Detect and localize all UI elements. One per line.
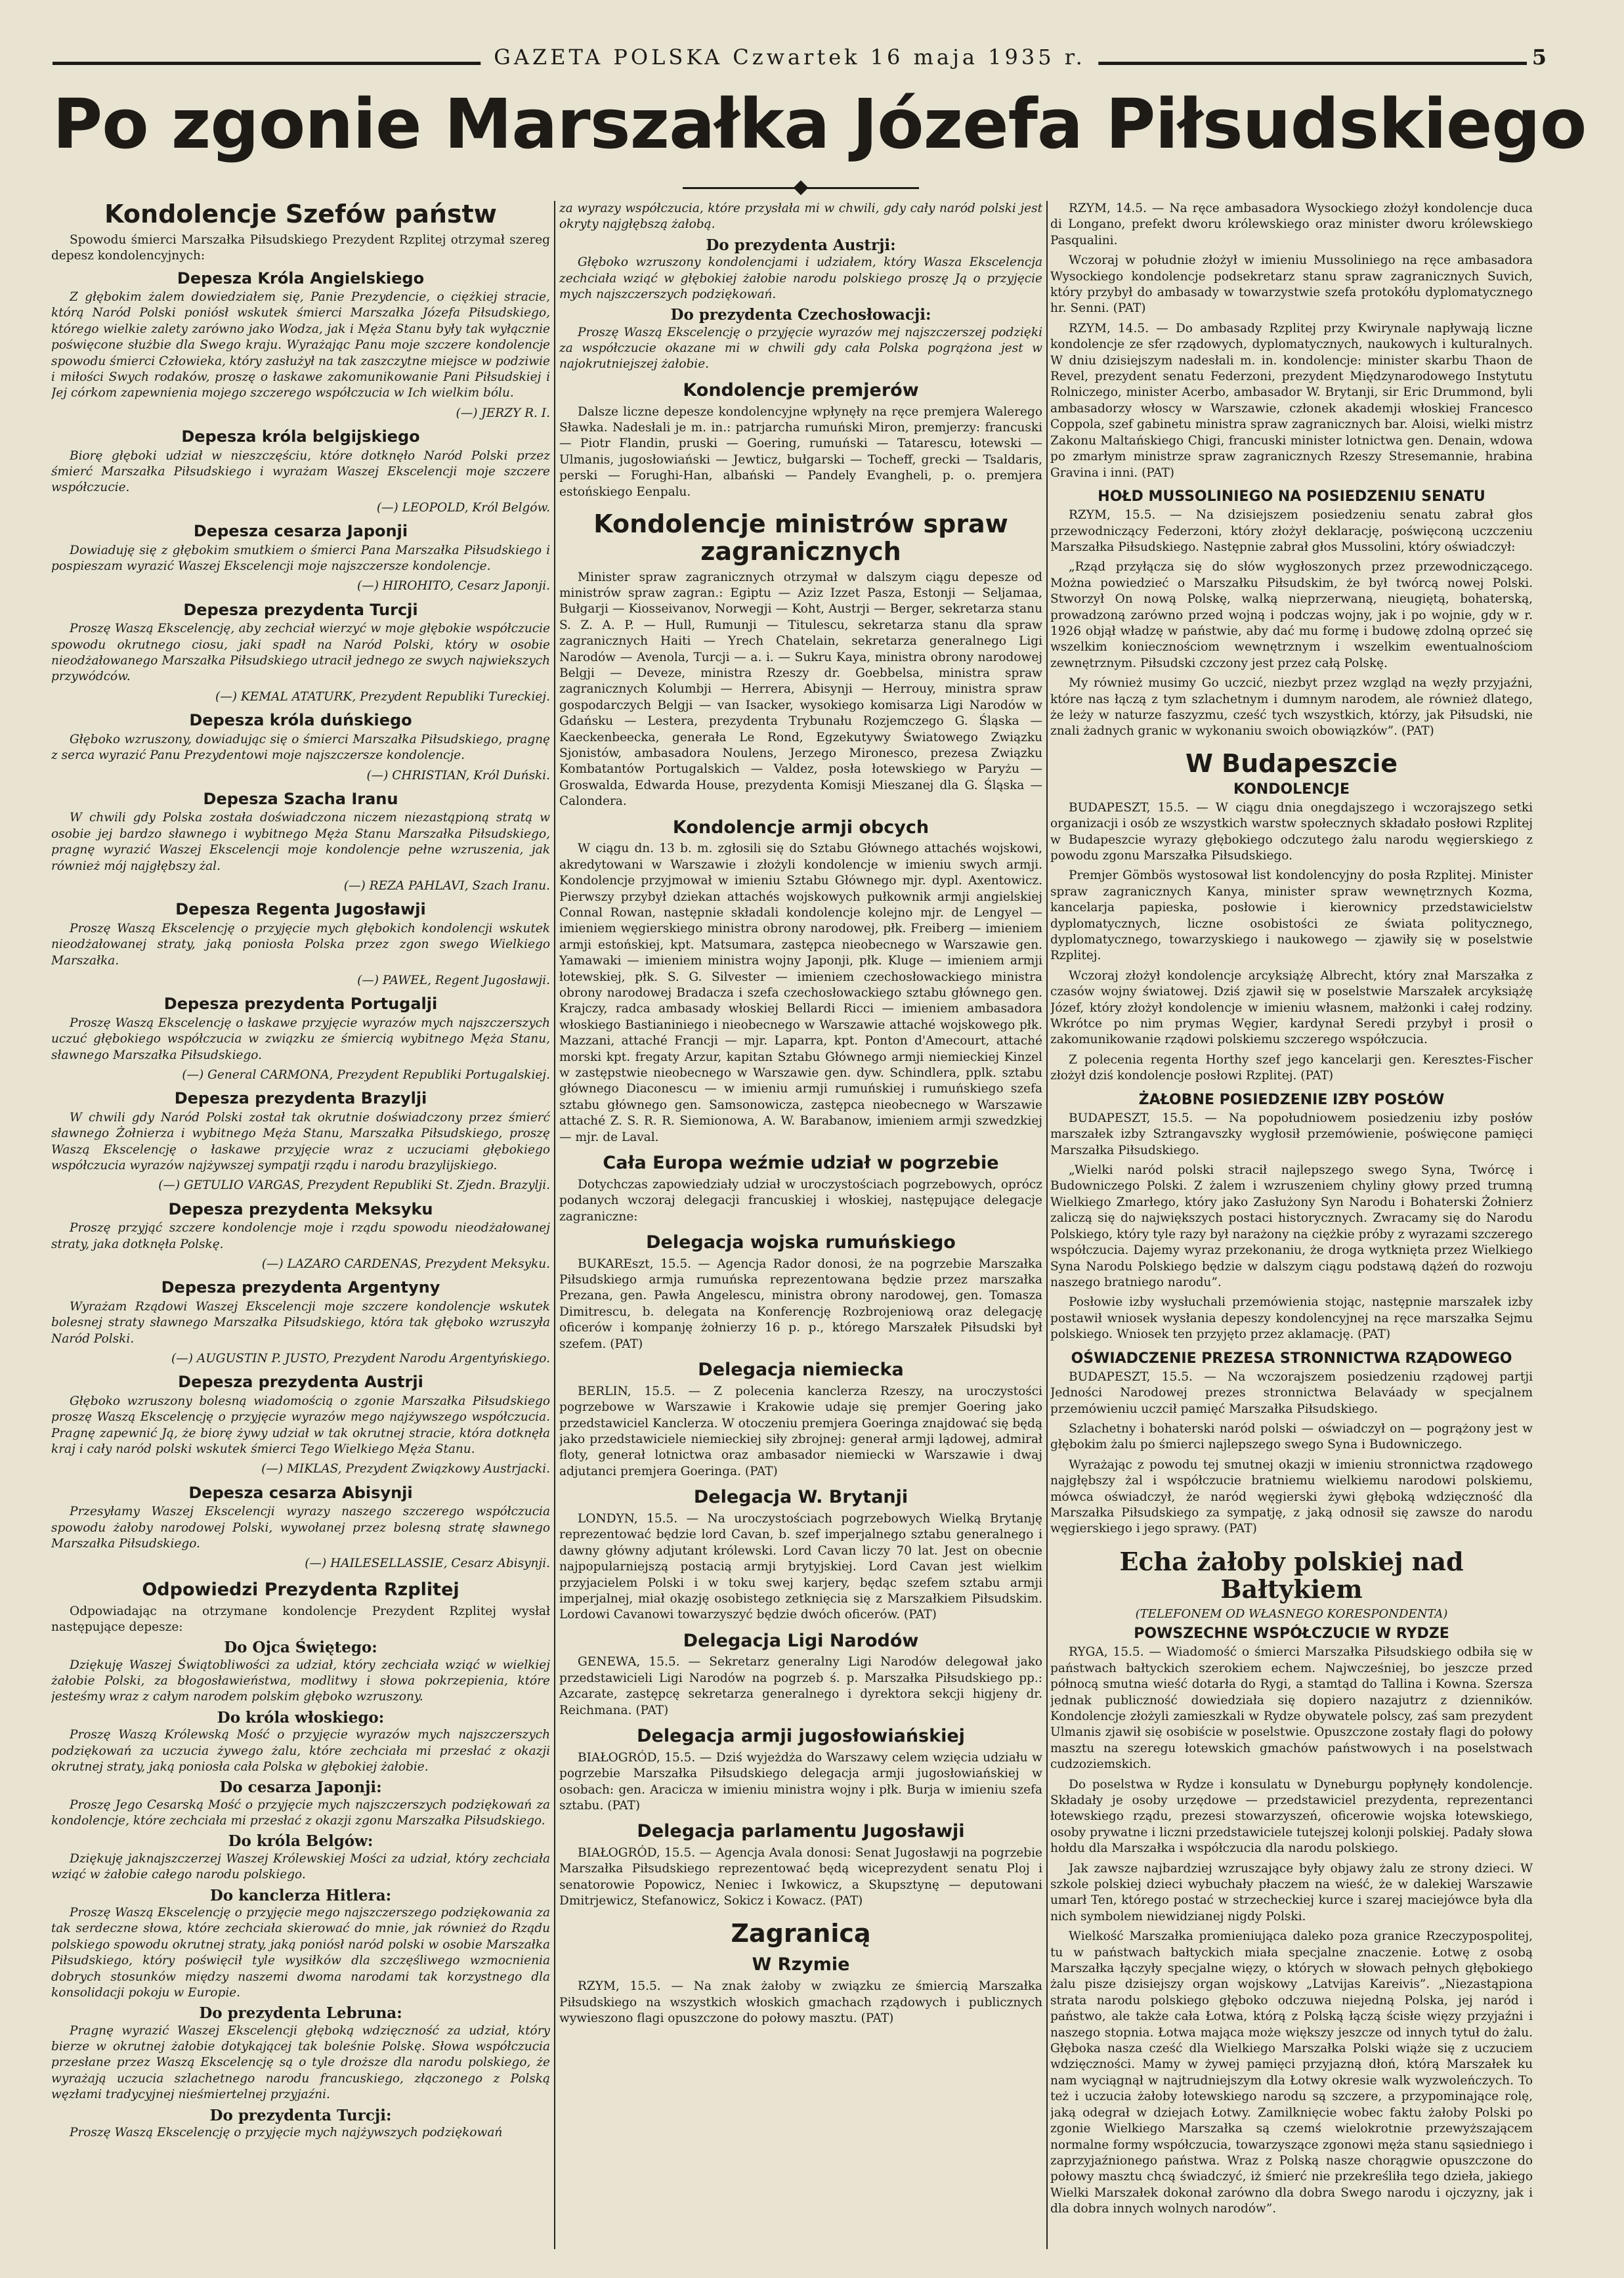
rome-paragraph-3: RZYM, 14.5. — Do ambasady Rzplitej przy Kwirynale napływają liczne kondolencje ze sfer rządowych, dyplomatycznych, naukowych i kulturalnych. W dniu dzisiejszym nadesłali m. in. kondolencje: minister skarbu Thaon de Revel, prezydent senatu Federzoni, prezydent Międzynarodowego Instytutu Rolniczego, minister Acerbo, ambasador W. Brytanji, sir Eric Drummond, byli ambasadorzy włoscy w Warszawie, członek akademji włoskiej Francesco Coppola, szef gabinetu ministra spraw zagranicznych bar. Aloisi, wielki mistrz Zakonu Maltańskiego Chigi, francuski minister lotnictwa gen. Denain, wdowa po zmarłym ministrze spraw zagranicznych Rzeszy Stresemannie, hrabina Gravina i inni. (PAT): [1050, 321, 1533, 480]
budapest-paragraph-4: Z polecenia regenta Horthy szef jego kancelarji gen. Keresztes-Fischer złożył dziś kondolencje posłowi Rzplitej. (PAT): [1050, 1052, 1533, 1083]
reply-heading: Do Ojca Świętego:: [224, 1639, 377, 1657]
rome-paragraph-2: Wczoraj w południe złożył w imieniu Mussoliniego na ręce ambasadora Wysockiego kondolencje podsekretarz stanu spraw zagranicznych Suvich, który przybył do ambasady w towarzystwie szefa protokółu dyplomatycznego hr. Senni. (PAT): [1050, 253, 1533, 316]
delegation-text: BIAŁOGRÓD, 15.5. — Dziś wyjeżdża do Warszawy celem wzięcia udziału w pogrzebie Marszałka Piłsudskiego delegacja armji jugosłowiańskiej w osobach: gen. Aracicza w imieniu ministra wojny i płk. Burja w imieniu szefa sztabu. (PAT): [559, 1750, 1042, 1813]
reply-text: Dziękuję jaknajszczerzej Waszej Królewskiej Mości za udział, który zechciała wziąć w żałobie całego narodu polskiego.: [51, 1851, 550, 1882]
telegram-text: Głęboko wzruszony, dowiadując się o śmierci Marszałka Piłsudskiego, pragnę z serca wyrazić Panu Prezydentowi moje najszczersze kondolencje.: [51, 732, 550, 763]
telegram-signature: (—) HAILESELLASSIE, Cesarz Abisynji.: [305, 1557, 550, 1571]
telegram-heading: Depesza króla duńskiego: [189, 711, 412, 730]
government-paragraph-3: Wyrażając z powodu tej smutnej okazji w imieniu stronnictwa rządowego najgłębszy żal i współczucie bratniemu wielkiemu narodowi polskiemu, mówca oświadczył, że naród węgierski żywi głęboką wdzięczność dla Marszałka Piłsudskiego za sympatję, z jaką odnosił się zawsze do narodu węgierskiego i jego sprawy. (PAT): [1050, 1457, 1533, 1536]
delegation-text: LONDYN, 15.5. — Na uroczystościach pogrzebowych Wielką Brytanję reprezentować będzie lord Cavan, b. szef imperjalnego sztabu generalnego i dawny główny adjutant królewski. Lord Cavan liczy 70 lat. Jest on obecnie najpopularniejszą postacią armji brytyjskiej. Lord Cavan jest wielkim przyjacielem Polski i w toku swej karjery, będąc szefem sztabu armji imperjalnej, miał okazję osobistego zetknięcia się z Marszałkiem Piłsudskim. Lordowi Cavanowi towarzyszyć będzie dwóch oficerów. (PAT): [559, 1511, 1042, 1622]
reply-heading-czechoslovakia: Do prezydenta Czechosłowacji:: [670, 306, 931, 324]
reply-text: Proszę Waszą Królewską Mość o przyjęcie wyrazów mych najszczerszych podziękowań za uczucia żywego żalu, które zechciała mi przesłać z okazji okrutnej straty, jaką poniosła cała Polska w głębokiej żałobie.: [51, 1728, 550, 1774]
telegram-signature: (—) General CARMONA, Prezydent Republiki Portugalskiej.: [182, 1067, 550, 1082]
riga-paragraph-1: RYGA, 15.5. — Wiadomość o śmierci Marszałka Piłsudskiego odbiła się w państwach bałtyckich szerokiem echem. Najwcześniej, bo jeszcze przed północą smutna wieść dotarła do Rygi, a stamtąd do Tallina i Kowna. Szersza jednak publiczność dowiedziała się dopiero nazajutrz z dzienników. Kondolencje złożyli zamieszkali w Rydze obywatele polscy, zaś sam prezydent Ulmanis zjawił się osobiście w poselstwie. Opuszczone zostały flagi do połowy masztu na szeregu łotewskich gmachów państwowych i na poselstwach cudzoziemskich.: [1050, 1645, 1533, 1772]
column-2: [559, 201, 1042, 2249]
delegation-text: BERLIN, 15.5. — Z polecenia kanclerza Rzeszy, na uroczystości pogrzebowe w Warszawie i Krakowie udaje się premjer Goering jako przedstawiciel Kanclerza. W otoczeniu premjera Goeringa znajdować się będą jako przedstawiciele niemieckiej siły zbrojnej: generał armji lądowej, admirał floty, generał lotnictwa oraz ambasador niemiecki w Warszawie i dwaj adjutanci premjera Goeringa. (PAT): [559, 1384, 1042, 1478]
telegram-signature: (—) AUGUSTIN P. JUSTO, Prezydent Narodu Argentyńskiego.: [171, 1352, 550, 1365]
section-intro: Spowodu śmierci Marszałka Piłsudskiego Prezydent Rzplitej otrzymał szereg depesz kondolencyjnych:: [51, 232, 550, 263]
riga-paragraph-3: Jak zawsze najbardziej wzruszające były objawy żalu ze strony dzieci. W szkole polskiej dzieci wybuchały płaczem na wieść, że w dalekiej Warszawie umarł Ten, którego postać w strzecheckiej kurce i szarej maciejówce była dla nich symbolem niewidzianej nigdy Polski.: [1050, 1861, 1533, 1923]
ornament-diamond: [794, 181, 809, 196]
riga-paragraph-4: Wielkość Marszałka promieniująca daleko poza granice Rzeczypospolitej, tu w państwach bałtyckich miała specjalne znaczenie. Łotwę z osobą Marszałka łączyły specjalne więzy, o których w słowach pełnych głębokiego żalu pisze dzisiejszy organ wojskowy „Latvijas Kareivis”. „Niezastąpiona strata narodu polskiego głęboko odczuwa niejedną Polska, jej naród i państwo, ale także cała Łotwa, którą z Polską łączą ścisłe więzy przyjaźni i naszego stopnia. Łotwa mająca może większy jeszcze od innych tytuł do żalu. Głęboka nasza cześć dla Wielkiego Marszałka Polski wiąże się z uczuciem wdzięczności. Mamy w żywej pamięci przyjazną dłoń, którą Marszałek ku nam wyciągnął w najtrudniejszym dla Łotwy okresie walk wyzwoleńczych. To też i uczucia żałoby łotewskiego narodu są szczere, a przypominające rolę, jaką odegrał w dziejach Łotwy. Zamilknięcie wobec faktu żałoby Polski po zgonie Wielkiego Marszałka są czemś wielokrotnie przewyższającem normalne formy współczucia, towarzyszące zgonowi męża stanu sąsiedniego i zaprzyjaźnionego państwa. Wraz z Polską nasze chorągwie opuszczone do połowy masztu chcą świadczyć, iż śmierć nie przekreśliła tego dzieła, jakiego Wielki Marszałek dokonał zarówno dla dobra Swego narodu i ojczyzny, jak i dla dobra innych wolnych narodów”.: [1050, 1929, 1533, 2216]
telegram-heading: Depesza cesarza Japonji: [193, 522, 408, 541]
reply-text-czechoslovakia: Proszę Waszą Ekscelencję o przyjęcie wyrazów mej najszczerszej podzięki za współczucie okazane mi w chwili gdy cała Polska pogrążona jest w najokrutniejszej żałobie.: [559, 325, 1042, 372]
telegram-signature: (—) LAZARO CARDENAS, Prezydent Meksyku.: [261, 1257, 550, 1271]
section-title-baltic: Echa żałoby polskiej nad Bałtykiem: [1119, 1546, 1464, 1604]
section-title-foreign-armies: Kondolencje armji obcych: [672, 817, 930, 838]
government-paragraph-1: BUDAPESZT, 15.5. — Na wczorajszem posiedzeniu rządowej partji Jedności Narodowej prezes stronnictwa Belaváady w specjalnem przemówieniu uczcił pamięć Marszałka Piłsudskiego.: [1050, 1369, 1533, 1416]
reply-text: Proszę Waszą Ekscelencję o przyjęcie mego najszczerszego podziękowania za tak serdeczne słowa, które zechciała skierować do mnie, jak również do Rządu polskiego spowodu okrutnej straty, jaką poniósł naród polski w osobie Marszałka Piłsudskiego, który poświęcił tyle wysiłków dla szczęśliwego wzmocnienia dobrych stosunków między naszemi dwoma narodami tak korzystnego dla konsolidacji pokoju w Europie.: [51, 1905, 550, 2000]
telegram-signature: (—) MIKLAS, Prezydent Związkowy Austrjacki.: [261, 1462, 550, 1476]
delegation-heading: Delegacja W. Brytanji: [693, 1487, 908, 1508]
telegram-text: Proszę Waszą Ekscelencję o łaskawe przyjęcie wyrazów mych najszczerszych uczuć głębokiego współczucia w związku ze śmiercią wybitnego Męża Stanu, sławnego Marszałka Piłsudskiego.: [51, 1016, 550, 1062]
section-title-rome: W Rzymie: [752, 1954, 850, 1975]
reply-list: [51, 1639, 550, 2141]
section-title-mourning-session: ŻAŁOBNE POSIEDZENIE IZBY POSŁÓW: [1138, 1091, 1445, 1108]
telegram-signature: (—) LEOPOLD, Król Belgów.: [376, 500, 550, 515]
section-title-heads-of-state: Kondolencje Szefów państw: [104, 201, 497, 228]
reply-text: Dziękuję Waszej Świątobliwości za udział, który zechciała wziąć w wielkiej żałobie Polski, za błogosławieństwa, modlitwy i słowa pokrzepienia, które jesteśmy wraz z całym narodem polskim głęboko wzruszony.: [51, 1658, 550, 1704]
telegram-text: Biorę głęboki udział w nieszczęściu, które dotknęło Naród Polski przez śmierć Marszałka Piłsudskiego i wyrażam Waszej Ekscelencji moje szczere współczucie.: [51, 448, 550, 495]
telegram-text: Proszę Waszą Ekscelencję o przyjęcie mych głębokich kondolencji wskutek nieodżałowanej straty, jaką poniosła Polska przez zgon swego Wielkiego Marszałka.: [51, 921, 550, 968]
reply-heading: Do kanclerza Hitlera:: [209, 1886, 392, 1904]
telegram-heading: Depesza prezydenta Meksyku: [168, 1199, 433, 1218]
rome-text: RZYM, 15.5. — Na znak żałoby w związku ze śmiercią Marszałka Piłsudskiego na wszystkich włoskich gmachach rządowych i publicznych wywieszono flagi opuszczone do połowy masztu. (PAT): [559, 1979, 1042, 2025]
section-title-ministers: Kondolencje ministrów spraw zagranicznych: [593, 509, 1008, 566]
masthead: [53, 43, 1547, 80]
section-title-government-party: OŚWIADCZENIE PREZESA STRONNICTWA RZĄDOWEGO: [1071, 1350, 1512, 1367]
page-headline: Po zgonie Marszałka Józefa Piłsudskiego: [53, 84, 1587, 164]
europe-funeral-text: Dotychczas zapowiedziały udział w uroczystościach pogrzebowych, oprócz podanych wczoraj delegacji francuskiej i włoskiej, następujące delegacje zagraniczne:: [559, 1177, 1042, 1224]
telegram-signature: (—) REZA PAHLAVI, Szach Iranu.: [343, 878, 550, 893]
replies-intro: Odpowiadając na otrzymane kondolencje Prezydent Rzplitej wysłał następujące depesze:: [51, 1604, 550, 1634]
section-title-europe-funeral: Cała Europa weźmie udział w pogrzebie: [603, 1153, 999, 1174]
delegation-heading: Delegacja parlamentu Jugosławji: [637, 1821, 965, 1842]
telegram-text: W chwili gdy Naród Polski został tak okrutnie doświadczony przez śmierć sławnego Żołnierza i wybitnego Męża Stanu, Marszałka Piłsudskiego, proszę Waszą Ekscelencję o łaskawe przyjęcie wraz z uczuciami głębokiego współczucia wyrazów najżywszej sympatji rządu i narodu brazylijskiego.: [51, 1110, 550, 1172]
delegation-text: BUKAREszt, 15.5. — Agencja Rador donosi, że na pogrzebie Marszałka Piłsudskiego armja rumuńska reprezentowana będzie przez marszałka Prezana, gen. Pawła Angelescu, ministra obrony narodowej, gen. Tomasza Dimitrescu, b. delegata na Konferencję Rozbrojeniową oraz delegację oficerów i kompanję żołnierzy 16 p. p., którego Marszałek Piłsudski był szefem. (PAT): [559, 1257, 1042, 1351]
government-paragraph-2: Szlachetny i bohaterski naród polski — oświadczył on — pogrążony jest w głębokim żalu po śmierci najlepszego swego Syna i Budowniczego.: [1050, 1421, 1533, 1452]
masthead-text: GAZETA POLSKA Czwartek 16 maja 1935 r.: [481, 45, 1098, 70]
reply-heading: Do cesarza Japonji:: [219, 1778, 382, 1797]
telegram-text: Wyrażam Rządowi Waszej Ekscelencji moje szczere kondolencje wskutek bolesnej straty sławnego Marszałka Piłsudskiego, która tak głęboko wzruszyła Naród Polski.: [51, 1299, 550, 1346]
telegram-heading: Depesza Szacha Iranu: [203, 789, 398, 808]
reply-heading: Do króla Belgów:: [228, 1832, 374, 1851]
telegram-text: Głęboko wzruszony bolesną wiadomością o zgonie Marszałka Piłsudskiego proszę Waszą Ekscelencję o przyjęcie wyrazów mego najżywszego współczucia. Pragnę zapewnić Ją, że biorę żywy udział w tak okrutnej stracie, która dotknęła kraj i cały naród polski wskutek śmierci Tego Wielkiego Męża Stanu.: [51, 1394, 550, 1457]
telegram-heading: Depesza prezydenta Brazylji: [174, 1089, 427, 1108]
reply-text: Proszę Jego Cesarską Mość o przyjęcie mych najszczerszych podziękowań za kondolencje, które zechciała mi przesłać z okazji zgonu Marszałka Piłsudskiego.: [51, 1797, 550, 1828]
budapest-paragraph-1: BUDAPESZT, 15.5. — W ciągu dnia onegdajszego i wczorajszego setki organizacji i osób ze wszystkich warstw społecznych składało posłowi Rzplitej w Budapeszcie wyrazy głębokiego odczutego żalu narodu węgierskiego z powodu zgonu Marszałka Piłsudskiego.: [1050, 800, 1533, 863]
continued-text: za wyrazy współczucia, które przysłała mi w chwili, gdy cały naród polski jest okryty najgłębszą żałobą.: [559, 202, 1042, 232]
premiers-text: Dalsze liczne depesze kondolencyjne wpłynęły na ręce premjera Walerego Sławka. Nadesłali je m. in.: patrjarcha rumuński Miron, premjerzy: francuski — Piotr Flandin, pruski — Goering, rumuński — Tatarescu, łotewski — Ulmanis, jugosłowiański — Jewticz, bułgarski — Tocheff, grecki — Tsaldaris, perski — Forughi-Han, albański — Pandely Evangheli, p. o. premjera estońskiego Eenpalu.: [559, 404, 1042, 499]
mourning-paragraph-2: „Wielki naród polski stracił najlepszego swego Syna, Twórcę i Budowniczego Polski. Z żalem i wzruszeniem chyliny głowy przed trumną Wielkiego Zmarłego, który jako Zasłużony Syn Narodu i Bohaterski Żołnierz zaliczą się do największych postaci historycznych. Zwracamy się do Narodu Polskiego, który tyle razy był narażony na ciężkie próby z wyrazami szczerego współczucia. Dajemy wyraz przekonaniu, że droga wytknięta przez Wielkiego Syna Narodu Polskiego będzie w dalszym ciągu podstawą dążeń do rozwoju naszego bratniego narodu”.: [1050, 1163, 1533, 1289]
delegation-heading: Delegacja wojska rumuńskiego: [646, 1232, 956, 1253]
telegram-text: Proszę przyjąć szczere kondolencje moje i rządu spowodu nieodżałowanej straty, jaka dotknęła Polskę.: [51, 1221, 550, 1251]
telegram-signature: (—) CHRISTIAN, Król Duński.: [366, 768, 550, 783]
telegram-heading: Depesza prezydenta Turcji: [183, 600, 418, 619]
telegram-signature: (—) JERZY R. I.: [456, 406, 550, 420]
reply-heading: Do króla włoskiego:: [217, 1708, 385, 1727]
telegram-signature: (—) HIROHITO, Cesarz Japonji.: [357, 579, 550, 593]
telegram-text: Przesyłamy Waszej Ekscelencji wyrazy naszego szczerego współczucia spowodu żałoby narodowej Polski, wywołanej przez bolesną stratę sławnego Marszałka Piłsudskiego.: [51, 1505, 550, 1551]
ministers-text: Minister spraw zagranicznych otrzymał w dalszym ciągu depesze od ministrów spraw zagran.: Egiptu — Aziz Izzet Pasza, Estonji — Seljamaa, Bułgarji — Kiosseivanov, Norwegji — Koht, Austrji — Berger, sekretarza stanu S. Z. A. P. — Hull, Rumunji — Titulescu, sekretarza stanu dla spraw zagranicznych Haiti — Yrech Chatelain, sekretarza generalnego Ligi Narodów — Avenola, Turcji — a. i. — Sukru Kaya, ministra obrony narodowej Belgji — Deveze, ministra Rzeszy dr. Goebbelsa, ministra spraw zagranicznych Kolumbji — Herrera, Abisynji — Herrouy, ministra spraw gospodarczych Belgji — van Isacker, wysokiego komisarza Ligi Narodów w Gdańsku — Lestera, prezydenta Trybunału Rozjemczego G. Śląska — Kaeckenbeecka, generała Le Rond, Egzekutywy Światowego Związku Sjonistów, ambasadora Noulens, Jerzego Mironesco, prezesa Związku Kombatantów Portugalskich — Valdez, posła łotewskiego w Paryżu — Groswalda, Edwarda House, prezydenta Komisji Mieszanej dla G. Śląska — Calondera.: [559, 570, 1042, 809]
section-title-budapest: W Budapeszcie: [1185, 748, 1398, 778]
reply-heading: Do prezydenta Turcji:: [209, 2106, 392, 2124]
headline-ornament: [683, 183, 919, 193]
telegram-text: W chwili gdy Polska została doświadczona niczem niezastąpioną stratą w osobie jej bardzo sławnego i wybitnego Męża Stanu Marszałka Piłsudskiego, pragnę wyrazić Waszej Ekscelencji moje kondolencje pełne wzruszenia, jak również mój najgłębszy żal.: [51, 811, 550, 873]
section-title-replies: Odpowiedzi Prezydenta Rzplitej: [142, 1579, 459, 1600]
delegation-heading: Delegacja Ligi Narodów: [683, 1630, 919, 1651]
delegation-text: BIAŁOGRÓD, 15.5. — Agencja Avala donosi: Senat Jugosławji na pogrzebie Marszałka Piłsudskiego reprezentować będą wiceprezydent senatu Ploj i senatorowie Popowicz, Neniec i Iwkowicz, a Skupsztynę — deputowani Dmitrjewicz, Stefanowicz, Sokicz i Kowacz. (PAT): [559, 1846, 1042, 1908]
telegram-heading: Depesza prezydenta Argentyny: [161, 1278, 440, 1297]
budapest-subtitle: KONDOLENCJE: [1233, 781, 1350, 798]
column-3: [1050, 201, 1533, 2249]
page-number: 5: [1531, 45, 1547, 70]
section-title-senate: HOŁD MUSSOLINIEGO NA POSIEDZENIU SENATU: [1098, 488, 1485, 505]
column-divider-1: [554, 201, 555, 2249]
telegram-signature: (—) PAWEŁ, Regent Jugosławji.: [357, 973, 550, 987]
section-title-abroad: Zagranicą: [731, 1918, 871, 1948]
section-title-premiers: Kondolencje premjerów: [683, 379, 919, 400]
senate-paragraph-3: My również musimy Go uczcić, niezbyt przez wzgląd na węzły przyjaźni, które nas łączą z tym szlachetnym i dumnym narodem, ale również dlatego, że leży w naturze faszyzmu, cześć tych wszystkich, którzy, jak Piłsudski, nie znali żadnych granic w wykonaniu swoich obowiązków”. (PAT): [1050, 676, 1533, 739]
telegram-text: Proszę Waszą Ekscelencję, aby zechciał wierzyć w moje głębokie współczucie spowodu okrutnego ciosu, jaki spadł na Naród Polski, który w osobie nieodżałowanego Marszałka Piłsudskiego utracił jednego ze swych najwiekszych przywódców.: [51, 622, 550, 684]
budapest-paragraph-3: Wczoraj złożył kondolencje arcyksiążę Albrecht, który znał Marszałka z czasów wojny światowej. Dziś zjawił się w poselstwie Marszałek arcyksiążę Józef, który złożył kondolencje w imieniu własnem, małżonki i całej rodziny. Wkrótce po nim prymas Węgier, kardynał Seredi przybył i prosił o zakomunikowanie rządowi polskiemu szczerego współczucia.: [1050, 968, 1533, 1047]
reply-text-austria: Głęboko wzruszony kondolencjami i udziałem, który Wasza Ekscelencja zechciała wziąć w głębokiej żałobie narodu polskiego proszę Ją o przyjęcie mych najszczerszych podziękowań.: [559, 255, 1042, 301]
telegram-signature: (—) GETULIO VARGAS, Prezydent Republiki St. Zjedn. Brazylji.: [158, 1178, 550, 1193]
telegram-heading: Depesza prezydenta Portugalji: [163, 995, 438, 1014]
telegram-heading: Depesza Regenta Jugosławji: [175, 900, 426, 919]
reply-text: Proszę Waszą Ekscelencję o przyjęcie mych najżywszych podziękowań: [70, 2125, 503, 2139]
telegram-heading: Depesza prezydenta Austrji: [178, 1373, 423, 1392]
telegram-heading: Depesza cesarza Abisynji: [188, 1483, 413, 1502]
telegram-heading: Depesza króla belgijskiego: [181, 427, 420, 446]
delegation-heading: Delegacja niemiecka: [698, 1360, 904, 1381]
foreign-armies-text: W ciągu dn. 13 b. m. zgłosili się do Sztabu Głównego attachés wojskowi, akredytowani w Warszawie i złożyli kondolencje w imieniu swych armji. Kondolencje przyjmował w imieniu Sztabu Głównego mjr. dypl. Axentowicz. Pierwszy przybył dziekan attachés wojskowych pułkownik armji angielskiej Connal Rowan, następnie składali kondolencje kolejno mjr. de Lengyel — imieniem węgierskiego ministra obrony narodowej, płk. Freiberg — imieniem armji estońskiej, kpt. Matsumara, zastępca nieobecnego w Warszawie gen. Yamawaki — imieniem ministra wojny Japonji, płk. Kluge — imieniem armji łotewskiej, płk. S. G. Silvester — imieniem czechosłowackiego ministra obrony narodowej Bradacza i szefa czechosłowackiego sztabu głównego gen. Krajczy, radca ambasady włoskiej Bellardi Ricci — imieniem ambasadora włoskiego Bastianiniego i nieobecnego w Warszawie attaché wojskowego płk. Mazzani, attaché Francji — mjr. Laparra, kpt. Ponton d'Amecourt, attaché morski kpt. fregaty Arzur, kapitan Sztabu Głównego armji niemieckiej Kinzel w zastępstwie nieobecnego w Warszawie gen. dyw. Schindlera, pplk. sztabu głównego Diaconescu — w imieniu armji rumuńskiej i rumuńskiego szefa sztabu głównego gen. Samsonowicza, zastępca nieobecnego w Warszawie attaché Z. S. R. R. Siemionowa, A. W. Barabanow, imieniem armji szwedzkiej — mjr. de Laval.: [559, 842, 1042, 1144]
reply-text: Pragnę wyrazić Waszej Ekscelencji głęboką wdzięczność za udział, który bierze w okrutnej żałobie dotykającej tak boleśnie Polskę. Słowa współczucia przesłane przez Waszą Ekscelencję są o tyle droższe dla narodu polskiego, że wyrażają uczucia szlachetnego narodu francuskiego, złączonego z Polską węzłami tradycyjnej nieśmiertelnej przyjaźni.: [51, 2023, 550, 2102]
reply-heading-austria: Do prezydenta Austrji:: [706, 236, 896, 254]
telegram-signature: (—) KEMAL ATATURK, Prezydent Republiki Tureckiej.: [215, 689, 550, 704]
column-1: [51, 201, 550, 2249]
delegation-list: [559, 1233, 1042, 1910]
section-title-riga: POWSZECHNE WSPÓŁCZUCIE W RYDZE: [1134, 1625, 1449, 1643]
senate-paragraph-2: „Rząd przyłącza się do słów wygłoszonych przez przewodniczącego. Można powiedzieć o Marszałku Piłsudskim, że był twórcą nowej Polski. Stworzył On nową Polskę, walką nieprzerwaną, nieugiętą, bohaterską, prowadzoną zarówno przed wojną i podczas wojny, jak i po wojnie, gdy w r. 1926 objął władzę w państwie, aby dać mu formę i budowę zdolną oprzeć się wszelkim koniecznościom wewnętrznym i wszelkim ewentualnościom zewnętrznym. Piłsudski czczony jest przez całą Polskę.: [1050, 560, 1533, 670]
mourning-paragraph-3: Posłowie izby wysłuchali przemówienia stojąc, następnie marszałek izby postawił wniosek wysłania depeszy kondolencyjnej na ręce marszałka Sejmu polskiego. Wniosek ten przyjęto przez aklamację. (PAT): [1050, 1295, 1533, 1342]
telegram-list: [51, 270, 550, 1572]
telegram-heading: Depesza Króla Angielskiego: [177, 269, 425, 288]
senate-paragraph-1: RZYM, 15.5. — Na dzisiejszem posiedzeniu senatu zabrał głos przewodniczący Federzoni, który złożył deklarację, poświęconą uczczeniu Marszałka Piłsudskiego. Następnie zabrał głos Mussolini, który oświadczył:: [1050, 508, 1533, 554]
column-divider-2: [1046, 201, 1048, 2249]
delegation-heading: Delegacja armji jugosłowiańskiej: [637, 1726, 965, 1747]
budapest-paragraph-2: Premjer Gömbös wystosował list kondolencyjny do posła Rzplitej. Minister spraw zagranicznych Kanya, minister spraw wewnętrznych Kozma, kancelarja papieska, posłowie i kierownicy przedstawicielstw dyplomatycznych, liczne osobistości ze świata politycznego, dyplomatycznego, towarzyskiego i naukowego — zjawiły się w poselstwie Rzplitej.: [1050, 869, 1533, 963]
delegation-text: GENEWA, 15.5. — Sekretarz generalny Ligi Narodów delegował jako przedstawicieli Ligi Narodów na pogrzeb ś. p. Marszałka Piłsudskiego pp.: Azcarate, zastępcę sekretarza generalnego i dyrektora sekcji higjeny dr. Reichmana. (PAT): [559, 1655, 1042, 1717]
riga-paragraph-2: Do poselstwa w Rydze i konsulatu w Dyneburgu popłynęły kondolencje. Składały je osoby urzędowe — przedstawiciel prezydenta, reprezentanci łotewskiego rządu, prezesi stowarzyszeń, oficerowie wojska łotewskiego, osoby prywatne i liczni przedstawiciele tutejszej kolonji polskiej. Padały słowa hołdu dla Marszałka i współczucia dla narodu polskiego.: [1050, 1777, 1533, 1856]
reply-heading: Do prezydenta Lebruna:: [199, 2004, 402, 2023]
telegram-text: Dowiaduję się z głębokim smutkiem o śmierci Pana Marszałka Piłsudskiego i pospieszam wyrazić Waszej Ekscelencji moje najszczersze kondolencje.: [51, 543, 550, 574]
mourning-paragraph-1: BUDAPESZT, 15.5. — Na popołudniowem posiedzeniu izby posłów marszałek izby Sztrangavszky wygłosił przemówienie, poświęcone pamięci Marszałka Piłsudskiego.: [1050, 1111, 1533, 1157]
telegram-text: Z głębokim żalem dowiedziałem się, Panie Prezydencie, o ciężkiej stracie, którą Naród Polski poniósł wskutek śmierci Marszałka Józefa Piłsudskiego, którego wielkie zalety zarówno jako Wodza, jak i Męża Stanu były tak wyłącznie poświęcone służbie dla Swego kraju. Wyrażając Panu moje szczere kondolencje spowodu śmierci Człowieka, który zasłużył na tak zaszczytne miejsce w podziwie i miłości Swych rodaków, proszę o łaskawe zakomunikowanie Pani Piłsudskiej i Jej córkom zapewnienia mojego szczerego współczucia w Ich wielkim bólu.: [51, 290, 550, 400]
rome-paragraph-1: RZYM, 14.5. — Na ręce ambasadora Wysockiego złożył kondolencje duca di Longano, prefekt dworu królewskiego oraz minister dworu królewskiego Pasqualini.: [1050, 202, 1533, 247]
baltic-subtitle: (TELEFONEM OD WŁASNEGO KORESPONDENTA): [1135, 1607, 1448, 1622]
